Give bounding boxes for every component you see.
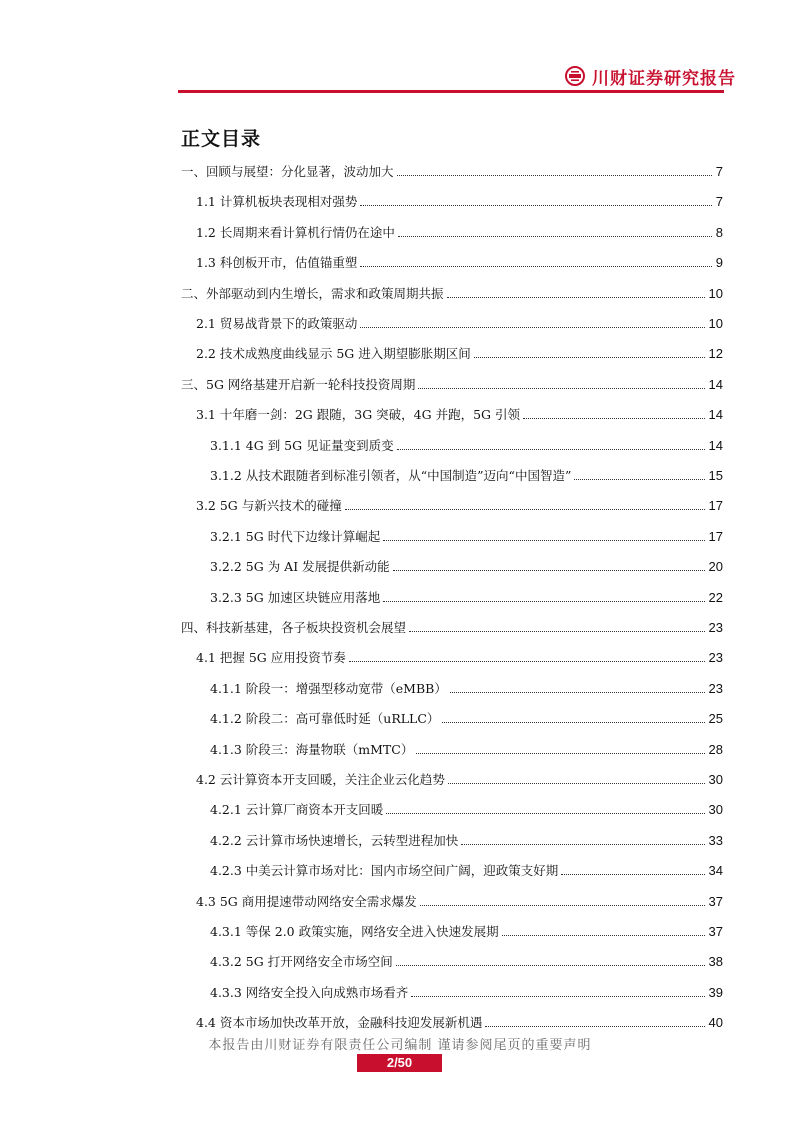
toc-entry-label: 4.1.3 阶段三：海量物联（mMTC） bbox=[210, 742, 414, 757]
toc-entry-page: 17 bbox=[708, 529, 723, 544]
toc-entry-page: 23 bbox=[708, 620, 723, 635]
toc-entry[interactable] bbox=[181, 616, 723, 636]
toc-entry[interactable] bbox=[196, 890, 723, 910]
toc-entry-label: 3.2.2 5G 为 AI 发展提供新动能 bbox=[210, 559, 390, 574]
toc-entry-page: 14 bbox=[708, 377, 723, 392]
toc-entry-page: 10 bbox=[708, 286, 723, 301]
toc-entry[interactable] bbox=[210, 981, 723, 1001]
toc-entry-page: 14 bbox=[708, 407, 723, 422]
toc-entry-label: 四、科技新基建，各子板块投资机会展望 bbox=[181, 620, 407, 635]
toc-entry-page: 37 bbox=[708, 924, 723, 939]
toc-dot-leader bbox=[360, 327, 704, 328]
toc-dot-leader bbox=[383, 601, 704, 602]
toc-dot-leader bbox=[485, 1026, 704, 1027]
toc-entry[interactable] bbox=[210, 829, 723, 849]
toc-dot-leader bbox=[397, 175, 712, 176]
toc-entry-page: 33 bbox=[708, 833, 723, 848]
toc-dot-leader bbox=[345, 509, 705, 510]
toc-entry[interactable] bbox=[196, 1011, 723, 1031]
toc-entry-label: 3.2.1 5G 时代下边缘计算崛起 bbox=[210, 529, 381, 544]
toc-entry[interactable] bbox=[196, 403, 723, 423]
toc-entry-page: 23 bbox=[708, 681, 723, 696]
toc-entry-page: 25 bbox=[708, 711, 723, 726]
toc-entry-page: 30 bbox=[708, 802, 723, 817]
toc-entry-label: 4.1 把握 5G 应用投资节奏 bbox=[196, 650, 346, 665]
toc-entry-label: 一、回顾与展望：分化显著，波动加大 bbox=[181, 164, 394, 179]
toc-dot-leader bbox=[396, 965, 705, 966]
toc-entry-label: 4.3.1 等保 2.0 政策实施，网络安全进入快速发展期 bbox=[210, 924, 499, 939]
toc-entry-label: 4.3 5G 商用提速带动网络安全需求爆发 bbox=[196, 894, 417, 909]
toc-entry-label: 3.2 5G 与新兴技术的碰撞 bbox=[196, 498, 342, 513]
toc-entry[interactable] bbox=[210, 677, 723, 697]
toc-dot-leader bbox=[450, 692, 705, 693]
toc-entry-page: 10 bbox=[708, 316, 723, 331]
toc-entry-label: 2.2 技术成熟度曲线显示 5G 进入期望膨胀期区间 bbox=[196, 346, 471, 361]
toc-dot-leader bbox=[448, 783, 705, 784]
toc-entry-page: 39 bbox=[708, 985, 723, 1000]
toc-entry[interactable] bbox=[210, 707, 723, 727]
toc-dot-leader bbox=[349, 661, 705, 662]
toc-entry[interactable] bbox=[196, 646, 723, 666]
toc-entry[interactable] bbox=[210, 434, 723, 454]
toc-entry-page: 14 bbox=[708, 438, 723, 453]
toc-dot-leader bbox=[447, 297, 705, 298]
toc-entry-page: 7 bbox=[715, 194, 723, 209]
page-number-badge: 2/50 bbox=[357, 1054, 442, 1072]
toc-entry-label: 三、5G 网络基建开启新一轮科技投资周期 bbox=[181, 377, 416, 392]
toc-entry[interactable] bbox=[196, 494, 723, 514]
toc-entry[interactable] bbox=[181, 373, 723, 393]
toc-entry[interactable] bbox=[210, 738, 723, 758]
toc-entry[interactable] bbox=[196, 221, 723, 241]
toc-entry[interactable] bbox=[210, 950, 723, 970]
toc-entry[interactable] bbox=[196, 190, 723, 210]
toc-entry[interactable] bbox=[210, 525, 723, 545]
toc-entry-page: 8 bbox=[715, 225, 723, 240]
toc-dot-leader bbox=[416, 753, 704, 754]
toc-dot-leader bbox=[397, 449, 705, 450]
toc-entry[interactable] bbox=[210, 920, 723, 940]
toc-dot-leader bbox=[474, 357, 705, 358]
toc-entry[interactable] bbox=[210, 464, 723, 484]
toc-entry-page: 12 bbox=[708, 346, 723, 361]
toc-entry-page: 23 bbox=[708, 650, 723, 665]
toc-entry-label: 4.3.3 网络安全投入向成熟市场看齐 bbox=[210, 985, 409, 1000]
toc-entry-label: 2.1 贸易战背景下的政策驱动 bbox=[196, 316, 358, 331]
toc-entry-label: 3.1.1 4G 到 5G 见证量变到质变 bbox=[210, 438, 394, 453]
toc-title: 正文目录 bbox=[181, 128, 262, 150]
toc-entry[interactable] bbox=[196, 342, 723, 362]
header-divider bbox=[178, 90, 724, 93]
toc-entry-label: 4.3.2 5G 打开网络安全市场空间 bbox=[210, 954, 393, 969]
toc-entry-label: 4.2 云计算资本开支回暖，关注企业云化趋势 bbox=[196, 772, 445, 787]
toc-dot-leader bbox=[386, 813, 704, 814]
toc-dot-leader bbox=[360, 266, 711, 267]
toc-entry[interactable] bbox=[210, 555, 723, 575]
toc-entry[interactable] bbox=[181, 282, 723, 302]
toc-entry-label: 3.1 十年磨一剑：2G 跟随，3G 突破，4G 并跑，5G 引领 bbox=[196, 407, 520, 422]
toc-entry-label: 1.1 计算机板块表现相对强势 bbox=[196, 194, 358, 209]
toc-entry-label: 4.4 资本市场加快改革开放，金融科技迎发展新机遇 bbox=[196, 1015, 483, 1030]
toc-entry-label: 4.2.2 云计算市场快速增长，云转型进程加快 bbox=[210, 833, 459, 848]
toc-entry-label: 4.2.1 云计算厂商资本开支回暖 bbox=[210, 802, 384, 817]
toc-entry[interactable] bbox=[196, 251, 723, 271]
toc-entry-label: 4.1.1 阶段一：增强型移动宽带（eMBB） bbox=[210, 681, 447, 696]
toc-entry-page: 30 bbox=[708, 772, 723, 787]
toc-dot-leader bbox=[398, 236, 712, 237]
toc-entry[interactable] bbox=[196, 312, 723, 332]
toc-dot-leader bbox=[383, 540, 704, 541]
toc-entry-label: 3.1.2 从技术跟随者到标准引领者，从“中国制造”迈向“中国智造” bbox=[210, 468, 572, 483]
toc-entry-page: 15 bbox=[708, 468, 723, 483]
toc-entry[interactable] bbox=[210, 798, 723, 818]
toc-entry-label: 1.2 长周期来看计算机行情仍在途中 bbox=[196, 225, 395, 240]
footer-disclaimer: 本报告由川财证券有限责任公司编制 谨请参阅尾页的重要声明 bbox=[208, 1038, 592, 1053]
toc-dot-leader bbox=[420, 905, 705, 906]
toc-dot-leader bbox=[574, 479, 704, 480]
toc-dot-leader bbox=[461, 844, 704, 845]
toc-dot-leader bbox=[418, 388, 704, 389]
toc-dot-leader bbox=[360, 205, 711, 206]
toc-entry-page: 17 bbox=[708, 498, 723, 513]
toc-entry[interactable] bbox=[210, 859, 723, 879]
toc-entry[interactable] bbox=[181, 160, 723, 180]
toc-entry-label: 3.2.3 5G 加速区块链应用落地 bbox=[210, 590, 381, 605]
toc-entry-page: 40 bbox=[708, 1015, 723, 1030]
toc-entry-page: 7 bbox=[715, 164, 723, 179]
toc-dot-leader bbox=[523, 418, 705, 419]
toc-entry-page: 20 bbox=[708, 559, 723, 574]
toc-entry[interactable] bbox=[210, 586, 723, 606]
toc-entry-page: 9 bbox=[715, 255, 723, 270]
brand-name: 川财证券研究报告 bbox=[592, 69, 736, 89]
toc-entry[interactable] bbox=[196, 768, 723, 788]
toc-dot-leader bbox=[411, 996, 704, 997]
toc-dot-leader bbox=[393, 570, 705, 571]
toc-entry-page: 34 bbox=[708, 863, 723, 878]
page-header bbox=[0, 0, 800, 100]
toc-dot-leader bbox=[561, 874, 704, 875]
toc-entry-page: 22 bbox=[708, 590, 723, 605]
toc-dot-leader bbox=[409, 631, 705, 632]
toc-entry-page: 38 bbox=[708, 954, 723, 969]
toc-entry-page: 28 bbox=[708, 742, 723, 757]
toc-dot-leader bbox=[442, 722, 704, 723]
toc-entry-label: 4.2.3 中美云计算市场对比：国内市场空间广阔，迎政策支好期 bbox=[210, 863, 559, 878]
toc-entry-page: 37 bbox=[708, 894, 723, 909]
toc-entry-label: 二、外部驱动到内生增长，需求和政策周期共振 bbox=[181, 286, 444, 301]
toc-entry-label: 4.1.2 阶段二：高可靠低时延（uRLLC） bbox=[210, 711, 440, 726]
toc-dot-leader bbox=[502, 935, 705, 936]
chuancai-logo-icon bbox=[565, 66, 585, 86]
toc-entry-label: 1.3 科创板开市，估值锚重塑 bbox=[196, 255, 358, 270]
